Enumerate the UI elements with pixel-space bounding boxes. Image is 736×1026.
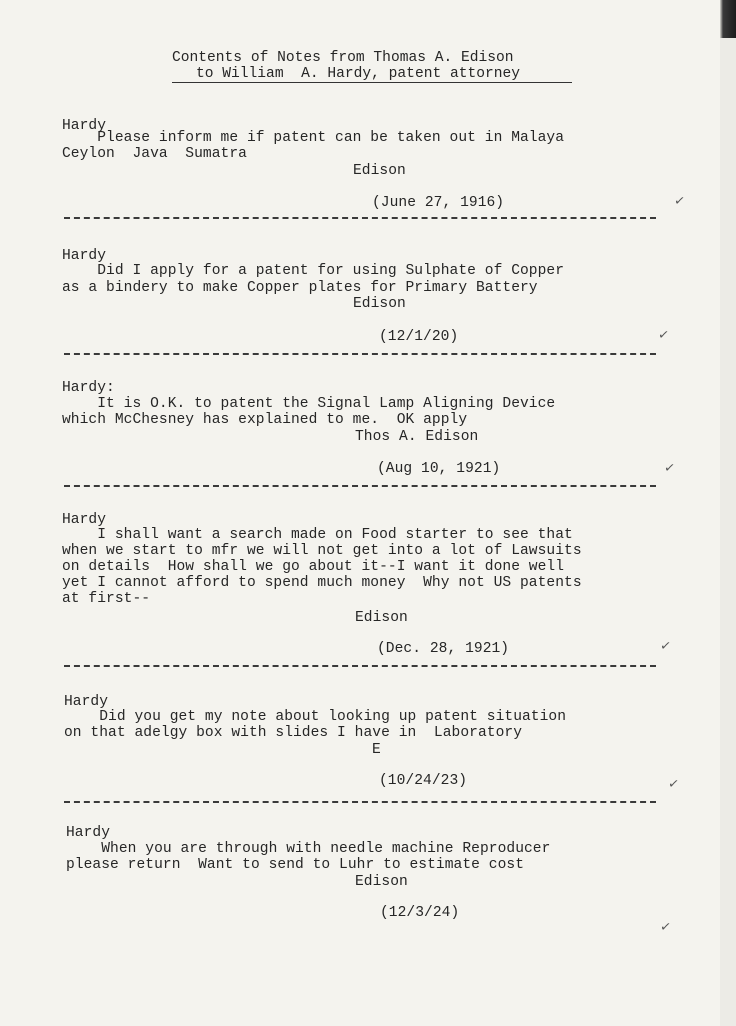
document-title-line-2: to William A. Hardy, patent attorney [196,66,521,82]
note-date: (Aug 10, 1921) [377,461,501,477]
divider [64,217,656,219]
note-body-line: Did I apply for a patent for using Sulphate of Copper [62,263,565,279]
note-signature: Edison [355,610,408,626]
note-body-line: Did you get my note about looking up patent situation [64,709,567,725]
document-title-line-1: Contents of Notes from Thomas A. Edison [172,50,514,66]
checkmark-icon: ✓ [659,919,672,936]
note-salutation: Hardy [62,512,107,528]
note-signature: Thos A. Edison [355,429,479,445]
divider [64,485,656,487]
note-signature: Edison [353,296,406,312]
note-body-line: when we start to mfr we will not get into a lot of Lawsuits [62,543,582,559]
note-signature: E [372,742,381,758]
note-body-line: on that adelgy box with slides I have in Laboratory [64,725,522,741]
checkmark-icon: ✓ [659,638,672,655]
note-body-line: which McChesney has explained to me. OK apply [62,412,468,428]
note-salutation: Hardy [64,694,109,710]
note-signature: Edison [353,163,406,179]
note-body-line: please return Want to send to Luhr to estimate cost [66,857,524,873]
note-salutation: Hardy [66,825,111,841]
note-body-line: at first-- [62,591,151,607]
note-body-line: I shall want a search made on Food starter to see that [62,527,573,543]
note-date: (12/1/20) [379,329,459,345]
note-salutation: Hardy [62,118,107,134]
divider [64,801,656,803]
divider [64,353,656,355]
checkmark-icon: ✓ [673,193,686,210]
note-signature: Edison [355,874,408,890]
note-date: (June 27, 1916) [372,195,505,211]
title-underline [172,82,572,83]
note-body-line: When you are through with needle machine Reproducer [66,841,551,857]
note-salutation: Hardy [62,248,107,264]
checkmark-icon: ✓ [663,460,676,477]
note-salutation: Hardy: [62,380,115,396]
note-body-line: as a bindery to make Copper plates for Primary Battery [62,280,538,296]
divider [64,665,656,667]
scan-edge-light [720,38,736,1026]
checkmark-icon: ✓ [657,327,670,344]
note-date: (12/3/24) [380,905,460,921]
note-date: (10/24/23) [379,773,468,789]
checkmark-icon: ✓ [667,776,680,793]
note-body-line: It is O.K. to patent the Signal Lamp Aligning Device [62,396,556,412]
note-body-line: yet I cannot afford to spend much money Why not US patents [62,575,582,591]
note-date: (Dec. 28, 1921) [377,641,510,657]
note-body-line: Please inform me if patent can be taken out in Malaya [62,130,565,146]
note-body-line: on details How shall we go about it--I want it done well [62,559,565,575]
note-body-line: Ceylon Java Sumatra [62,146,247,162]
